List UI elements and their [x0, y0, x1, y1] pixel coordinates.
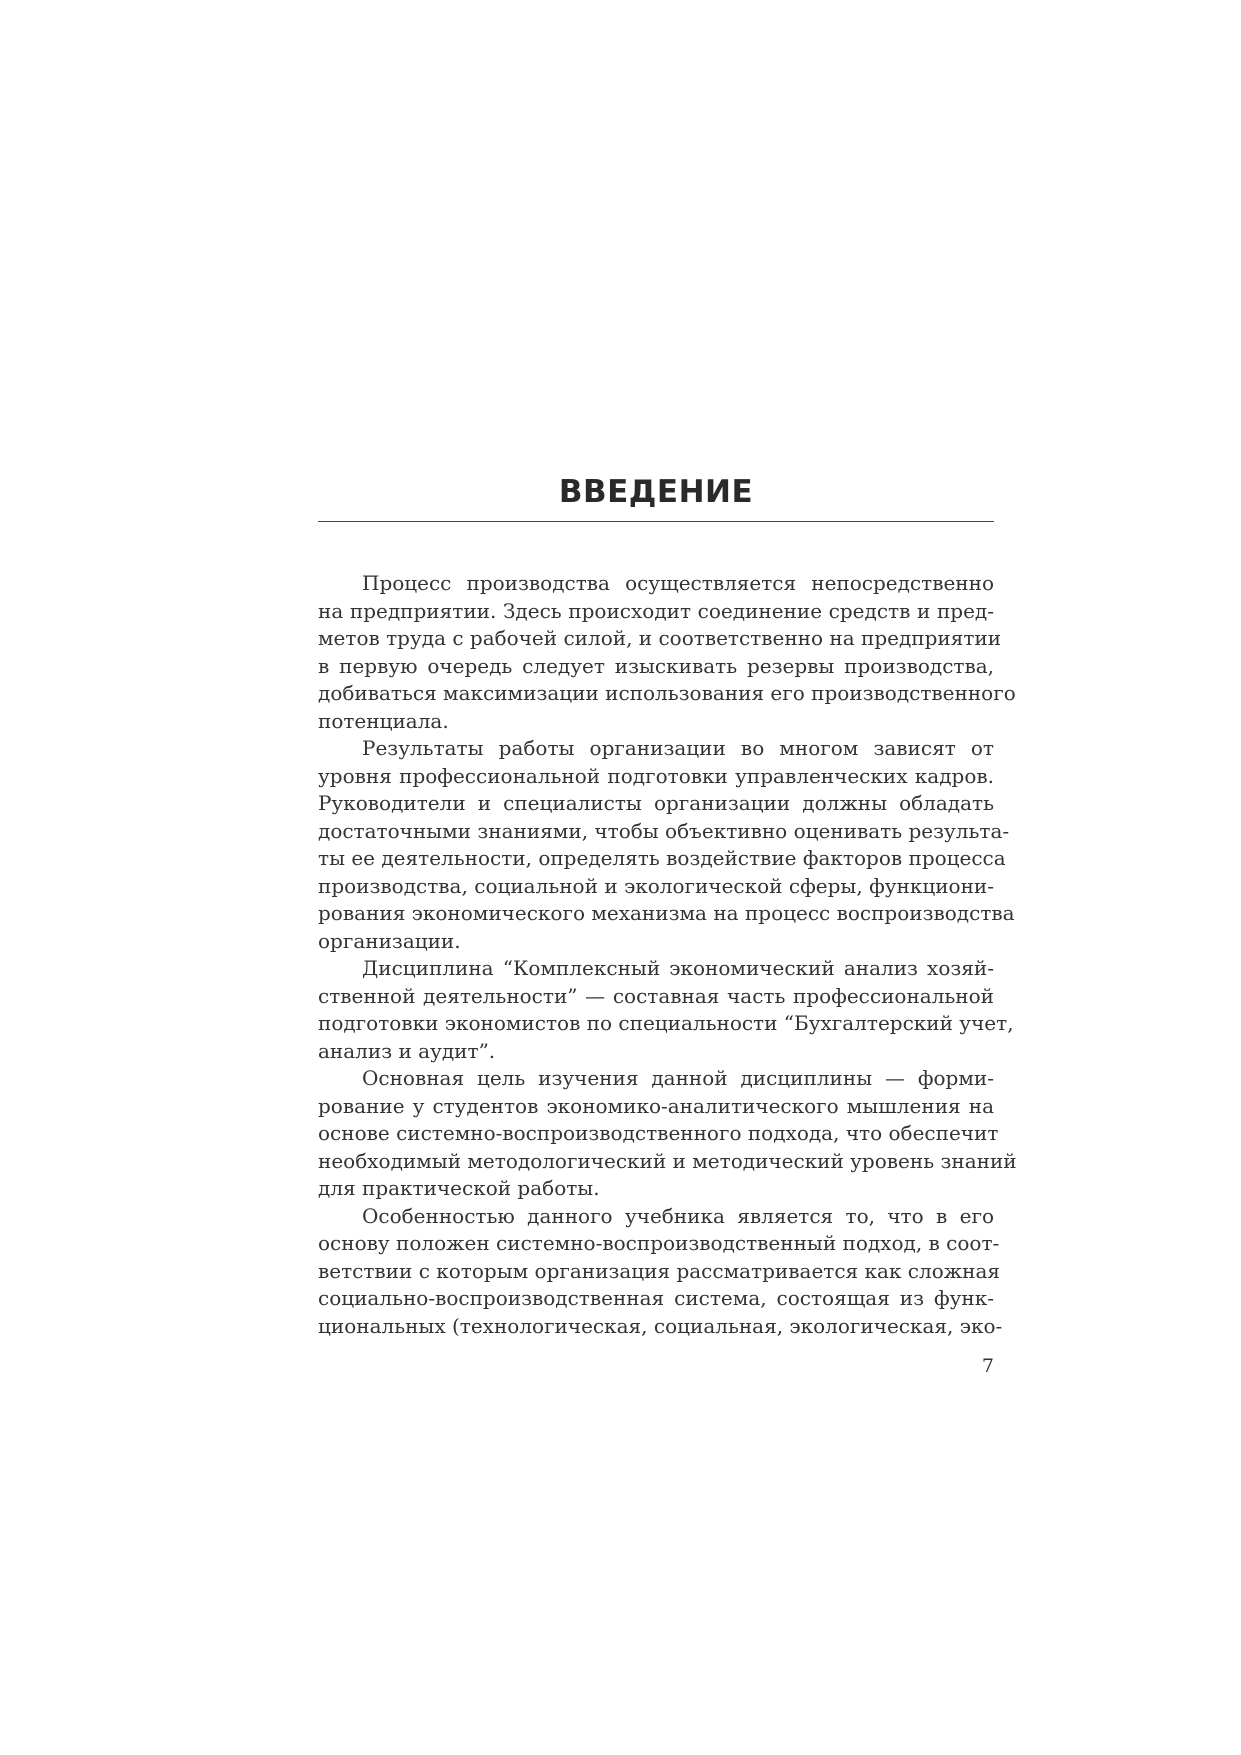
text-line: метов труда с рабочей силой, и соответственно на предприятии: [318, 626, 1002, 650]
text-line: Результаты работы организации во многом зависят от: [362, 736, 994, 760]
page-number: 7: [981, 1355, 994, 1377]
text-line: производства, социальной и экологической сферы, функциони-: [318, 873, 994, 898]
body-text: [318, 570, 1017, 1340]
text-line: Процесс производства осуществляется непосредственно: [362, 571, 994, 595]
paragraph-4: [318, 1065, 1017, 1203]
text-line: организации.: [318, 928, 461, 953]
text-line: основе системно-воспроизводственного подхода, что обеспечит: [318, 1121, 999, 1145]
text-line: в первую очередь следует изыскивать резервы производства,: [318, 653, 994, 678]
text-line: подготовки экономистов по специальности “Бухгалтерский учет,: [318, 1011, 1014, 1035]
text-line: достаточными знаниями, чтобы объективно оценивать результа-: [318, 818, 1010, 843]
text-line: ты ее деятельности, определять воздействие факторов процесса: [318, 846, 1006, 870]
text-line: анализ и аудит”.: [318, 1038, 496, 1063]
text-line: ственной деятельности” — составная часть профессиональной: [318, 983, 994, 1008]
text-line: Дисциплина “Комплексный экономический анализ хозяй-: [362, 956, 994, 980]
text-line: необходимый методологический и методический уровень знаний: [318, 1148, 1017, 1173]
paragraph-2: [318, 735, 1015, 955]
text-line: уровня профессиональной подготовки управленческих кадров.: [318, 763, 994, 788]
text-line: рования экономического механизма на процесс воспроизводства: [318, 901, 1015, 925]
text-line: рование у студентов экономико-аналитического мышления на: [318, 1093, 994, 1118]
paragraph-5: [318, 1203, 1003, 1341]
paragraph-3: [318, 955, 1014, 1065]
paragraph-1: [318, 570, 1016, 735]
text-line: потенциала.: [318, 708, 449, 733]
text-line: циональных (технологическая, социальная, экологическая, эко-: [318, 1313, 1003, 1338]
text-line: основу положен системно-воспроизводственный подход, в соот-: [318, 1231, 1000, 1255]
text-line: ветствии с которым организация рассматривается как сложная: [318, 1258, 1001, 1283]
text-line: социально-воспроизводственная система, состоящая из функ-: [318, 1286, 994, 1310]
text-line: Руководители и специалисты организации должны обладать: [318, 791, 994, 815]
text-line: для практической работы.: [318, 1176, 600, 1200]
title-underline: [318, 521, 994, 522]
text-line: на предприятии. Здесь происходит соединение средств и пред-: [318, 598, 994, 623]
chapter-title: ВВЕДЕНИЕ: [558, 474, 754, 510]
text-line: добиваться максимизации использования его производственного: [318, 681, 1016, 705]
text-line: Основная цель изучения данной дисциплины — форми-: [362, 1066, 994, 1090]
text-line: Особенностью данного учебника является то, что в его: [362, 1203, 994, 1228]
